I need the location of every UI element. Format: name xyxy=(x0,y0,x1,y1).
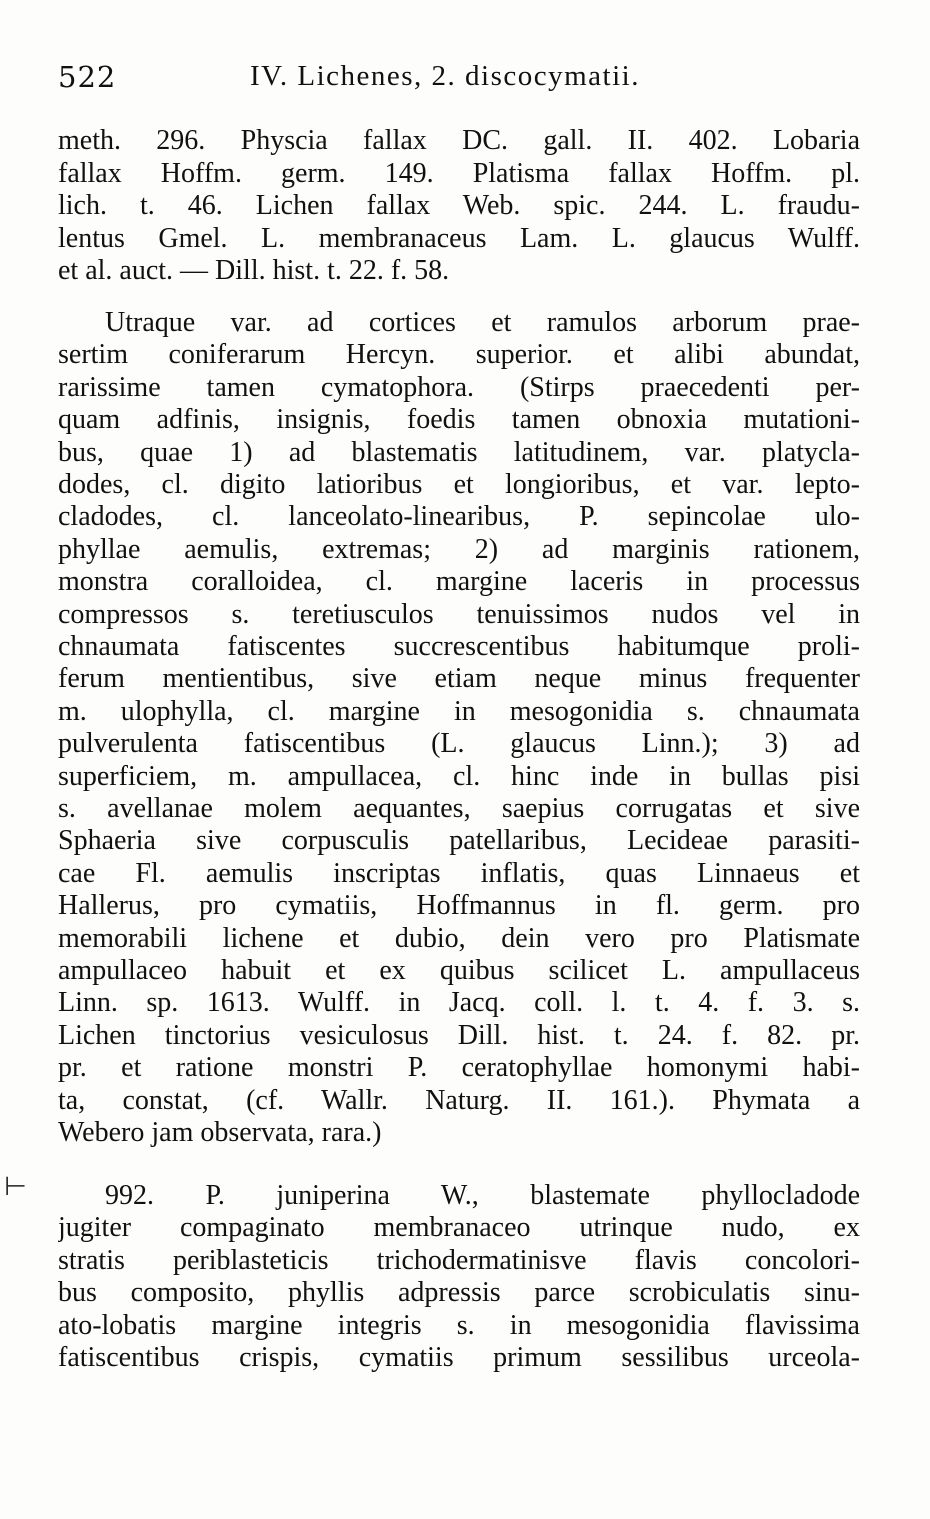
text-line: monstra coralloidea, cl. margine laceris in processus xyxy=(58,566,860,598)
text-line: rarissime tamen cymatophora. (Stirps praecedenti per- xyxy=(58,371,860,403)
text-line: 992. P. juniperina W., blastemate phyllocladode xyxy=(105,1180,860,1211)
text-line: Lichen tinctorius vesiculosus Dill. hist. t. 24. f. 82. pr. xyxy=(58,1019,860,1051)
text-line: cae Fl. aemulis inscriptas inflatis, quas Linnaeus et xyxy=(58,857,860,889)
text-line: ta, constat, (cf. Wallr. Naturg. II. 161.). Phymata a xyxy=(58,1084,860,1116)
text-line: superficiem, m. ampullacea, cl. hinc inde in bullas pisi xyxy=(58,760,860,792)
text-line: pulverulenta fatiscentibus (L. glaucus Linn.); 3) ad xyxy=(58,728,860,760)
text-line: et al. auct. — Dill. hist. t. 22. f. 58. xyxy=(58,255,450,286)
text-line: s. avellanae molem aequantes, saepius corrugatas et sive xyxy=(58,793,860,824)
page-header xyxy=(58,60,878,100)
text-line: fallax Hoffm. germ. 149. Platisma fallax Hoffm. pl. xyxy=(58,157,860,189)
text-line: m. ulophylla, cl. margine in mesogonidia s. chnaumata xyxy=(58,695,860,727)
text-line: phyllae aemulis, extremas; 2) ad marginis rationem, xyxy=(58,533,860,565)
text-line: compressos s. teretiusculos tenuissimos nudos vel in xyxy=(58,598,860,630)
text-line: sertim coniferarum Hercyn. superior. et alibi abundat, xyxy=(58,339,860,371)
text-line: ferum mentientibus, sive etiam neque minus frequenter xyxy=(58,663,860,695)
text-line: jugiter compaginato membranaceo utrinque nudo, ex xyxy=(58,1212,860,1244)
text-line: ato-lobatis margine integris s. in mesogonidia flavissima xyxy=(58,1309,860,1341)
text-line: Hallerus, pro cymatiis, Hoffmannus in fl. germ. pro xyxy=(58,890,860,922)
text-line: lich. t. 46. Lichen fallax Web. spic. 244. L. fraudu- xyxy=(58,190,860,221)
text-line: chnaumata fatiscentes succrescentibus habitumque proli- xyxy=(58,631,860,662)
text-line: dodes, cl. digito latioribus et longioribus, et var. lepto- xyxy=(58,469,860,500)
text-line: Linn. sp. 1613. Wulff. in Jacq. coll. l. t. 4. f. 3. s. xyxy=(58,987,860,1019)
text-line: quam adfinis, insignis, foedis tamen obnoxia mutationi- xyxy=(58,404,860,436)
text-line: fatiscentibus crispis, cymatiis primum sessilibus urceola- xyxy=(58,1342,860,1373)
page-number: 522 xyxy=(58,60,117,94)
text-line: Webero jam observata, rara.) xyxy=(58,1117,382,1148)
running-title: IV. Lichenes, 2. discocymatii. xyxy=(250,60,640,92)
margin-mark: ⊢ xyxy=(4,1172,27,1202)
text-line: ampullaceo habuit et ex quibus scilicet L. ampullaceus xyxy=(58,955,860,986)
text-line: memorabili lichene et dubio, dein vero pro Platismate xyxy=(58,922,860,954)
text-line: Sphaeria sive corpusculis patellaribus, Lecideae parasiti- xyxy=(58,825,860,857)
text-line: stratis periblasteticis trichodermatinisve flavis concolori- xyxy=(58,1244,860,1276)
text-line: Utraque var. ad cortices et ramulos arborum prae- xyxy=(105,307,860,338)
text-line: lentus Gmel. L. membranaceus Lam. L. glaucus Wulff. xyxy=(58,222,860,254)
text-line: bus, quae 1) ad blastematis latitudinem, var. platycla- xyxy=(58,436,860,468)
text-line: cladodes, cl. lanceolato-linearibus, P. sepincolae ulo- xyxy=(58,501,860,533)
text-line: bus composito, phyllis adpressis parce scrobiculatis sinu- xyxy=(58,1277,860,1309)
text-line: meth. 296. Physcia fallax DC. gall. II. 402. Lobaria xyxy=(58,125,860,156)
text-line: pr. et ratione monstri P. ceratophyllae homonymi habi- xyxy=(58,1052,860,1084)
